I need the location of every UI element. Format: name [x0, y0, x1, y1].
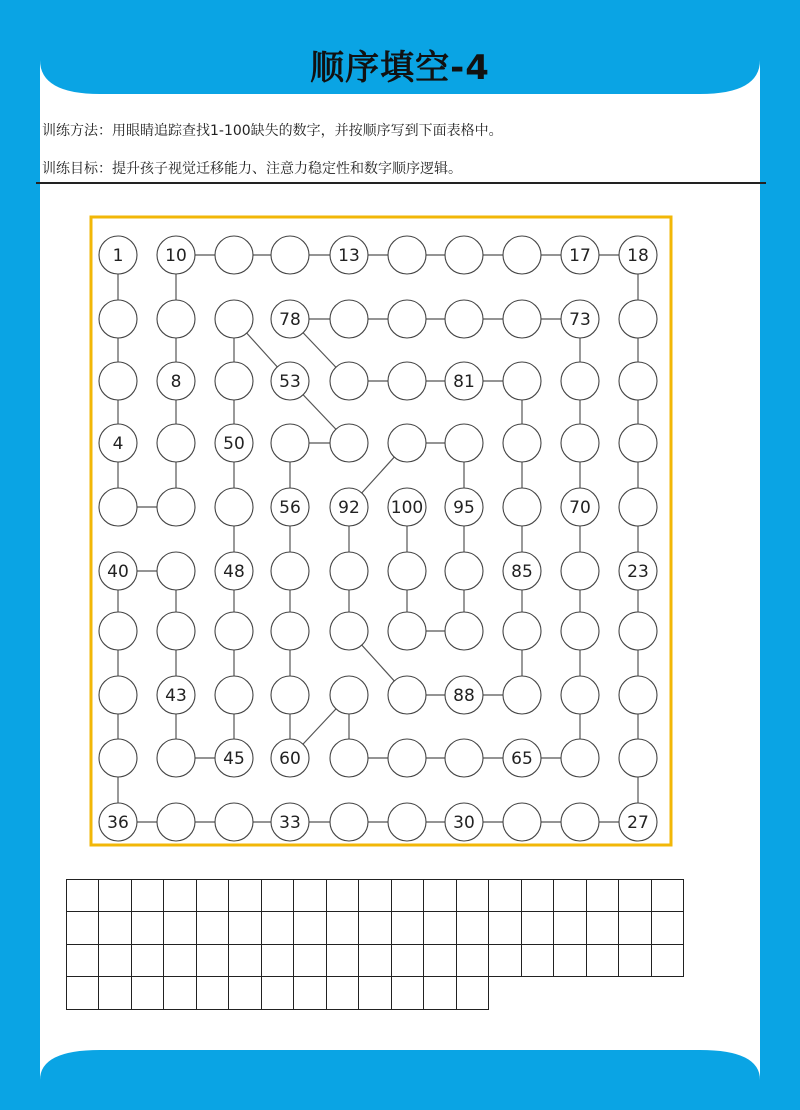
maze-node-number: 40	[107, 562, 129, 582]
maze-node	[271, 676, 309, 714]
maze-node-circle	[215, 676, 253, 714]
maze-node	[157, 676, 195, 714]
maze-node	[445, 739, 483, 777]
answer-cell[interactable]	[423, 911, 457, 945]
answer-cell[interactable]	[228, 976, 262, 1010]
answer-grid-row	[66, 977, 684, 1010]
maze-node-circle	[445, 424, 483, 462]
maze-node-circle	[619, 676, 657, 714]
answer-cell[interactable]	[391, 879, 425, 913]
maze-node-circle	[561, 552, 599, 590]
maze-node	[561, 612, 599, 650]
maze-node-circle	[619, 362, 657, 400]
maze-node	[99, 612, 137, 650]
maze-node	[619, 676, 657, 714]
maze-node-number: 1	[112, 246, 124, 266]
maze-node	[215, 236, 253, 274]
answer-cell[interactable]	[196, 976, 230, 1010]
maze-node-circle	[330, 362, 368, 400]
maze-node-circle	[503, 300, 541, 338]
maze-node	[99, 424, 137, 462]
maze-node	[619, 803, 657, 841]
maze-node	[388, 362, 426, 400]
maze-node	[271, 803, 309, 841]
answer-cell[interactable]	[521, 944, 555, 978]
maze-node-number: 33	[279, 813, 301, 833]
maze-node	[215, 612, 253, 650]
maze-node-number: 10	[165, 246, 187, 266]
maze-node-circle	[561, 739, 599, 777]
maze-node-circle	[619, 300, 657, 338]
maze-node-circle	[157, 803, 195, 841]
maze-node-circle	[330, 552, 368, 590]
maze-node	[619, 612, 657, 650]
maze-node-circle	[388, 612, 426, 650]
maze-node-circle	[157, 552, 195, 590]
maze-node	[561, 362, 599, 400]
maze-node	[271, 236, 309, 274]
maze-node	[330, 236, 368, 274]
maze-node-circle	[330, 803, 368, 841]
maze-node	[503, 803, 541, 841]
maze-node	[330, 362, 368, 400]
maze-node-circle	[445, 612, 483, 650]
maze-node	[330, 488, 368, 526]
answer-cell[interactable]	[553, 944, 587, 978]
maze-node	[619, 362, 657, 400]
answer-cell[interactable]	[293, 879, 327, 913]
maze-node-circle	[271, 552, 309, 590]
maze-node-circle	[388, 300, 426, 338]
maze-node	[388, 803, 426, 841]
maze-node	[215, 676, 253, 714]
answer-cell[interactable]	[391, 944, 425, 978]
maze-node-number: 13	[338, 246, 360, 266]
answer-cell[interactable]	[163, 944, 197, 978]
maze-node	[445, 676, 483, 714]
maze-node	[503, 488, 541, 526]
maze-node-circle	[157, 739, 195, 777]
maze-node	[619, 552, 657, 590]
maze-node	[157, 236, 195, 274]
maze-node	[445, 552, 483, 590]
maze-node-number: 18	[627, 246, 649, 266]
maze-node	[445, 612, 483, 650]
maze-node	[503, 676, 541, 714]
answer-cell[interactable]	[423, 879, 457, 913]
answer-grid-row	[66, 944, 684, 977]
answer-cell[interactable]	[618, 879, 652, 913]
maze-node-number: 45	[223, 749, 245, 769]
maze-node-circle	[503, 424, 541, 462]
maze-node	[157, 488, 195, 526]
maze-node	[330, 739, 368, 777]
maze-node	[619, 300, 657, 338]
maze-node	[503, 300, 541, 338]
maze-node	[330, 552, 368, 590]
maze-node	[388, 300, 426, 338]
answer-cell[interactable]	[66, 911, 100, 945]
maze-node	[388, 424, 426, 462]
answer-cell[interactable]	[228, 911, 262, 945]
maze-node	[503, 612, 541, 650]
maze-node	[561, 739, 599, 777]
maze-node	[330, 300, 368, 338]
maze-node	[561, 424, 599, 462]
answer-cell[interactable]	[98, 911, 132, 945]
answer-cell[interactable]	[358, 879, 392, 913]
maze-node	[330, 803, 368, 841]
answer-cell[interactable]	[163, 911, 197, 945]
maze-node	[215, 803, 253, 841]
answer-cell[interactable]	[98, 879, 132, 913]
maze-node	[388, 488, 426, 526]
maze-node	[330, 676, 368, 714]
maze-node	[445, 236, 483, 274]
answer-cell[interactable]	[326, 944, 360, 978]
maze-node-number: 4	[112, 434, 124, 454]
maze-node-circle	[157, 612, 195, 650]
maze-node	[157, 424, 195, 462]
maze-node-circle	[99, 300, 137, 338]
answer-grid	[66, 879, 684, 1009]
maze-node-circle	[330, 612, 368, 650]
maze-circles	[99, 236, 657, 841]
answer-cell[interactable]	[618, 911, 652, 945]
maze-node-circle	[388, 803, 426, 841]
maze-node-circle	[561, 424, 599, 462]
maze-node-circle	[99, 612, 137, 650]
answer-cell[interactable]	[391, 976, 425, 1010]
maze-node-circle	[271, 676, 309, 714]
maze-node	[619, 424, 657, 462]
maze-node-circle	[445, 300, 483, 338]
maze-node-circle	[445, 739, 483, 777]
maze-node-number: 48	[223, 562, 245, 582]
maze-node	[445, 362, 483, 400]
maze-node-number: 27	[627, 813, 649, 833]
maze-node	[215, 488, 253, 526]
maze-node-circle	[561, 676, 599, 714]
maze-node	[388, 552, 426, 590]
answer-cell[interactable]	[586, 944, 620, 978]
maze-node-circle	[503, 676, 541, 714]
maze-node-circle	[561, 803, 599, 841]
maze-node-number: 88	[453, 686, 475, 706]
maze-node	[619, 236, 657, 274]
training-method-text: 训练方法：用眼睛追踪查找1-100缺失的数字，并按顺序写到下面表格中。	[42, 123, 503, 139]
answer-cell[interactable]	[423, 944, 457, 978]
maze-node	[330, 612, 368, 650]
maze-node	[99, 676, 137, 714]
maze-node-circle	[561, 362, 599, 400]
maze-node-circle	[619, 424, 657, 462]
maze-node-number: 95	[453, 498, 475, 518]
maze-node-circle	[503, 236, 541, 274]
answer-cell[interactable]	[358, 976, 392, 1010]
answer-cell[interactable]	[228, 944, 262, 978]
maze-node-number: 60	[279, 749, 301, 769]
answer-cell[interactable]	[651, 879, 685, 913]
maze-node	[330, 424, 368, 462]
maze-node-circle	[215, 236, 253, 274]
maze-node	[503, 424, 541, 462]
maze-node-number: 43	[165, 686, 187, 706]
answer-grid-row	[66, 879, 684, 912]
answer-cell[interactable]	[131, 944, 165, 978]
maze-node	[271, 424, 309, 462]
answer-cell[interactable]	[553, 879, 587, 913]
answer-cell[interactable]	[261, 944, 295, 978]
maze-node	[503, 552, 541, 590]
maze-node-circle	[388, 676, 426, 714]
maze-node-circle	[503, 803, 541, 841]
answer-cell[interactable]	[651, 944, 685, 978]
maze-node	[445, 424, 483, 462]
maze-node-circle	[388, 362, 426, 400]
maze-node-number: 53	[279, 372, 301, 392]
maze-node-number: 8	[170, 372, 182, 392]
answer-cell[interactable]	[196, 879, 230, 913]
page-title: 顺序填空-4	[310, 48, 490, 88]
maze-node-circle	[271, 612, 309, 650]
maze-node	[157, 739, 195, 777]
maze-node-circle	[619, 488, 657, 526]
maze-node	[445, 300, 483, 338]
maze-node	[388, 236, 426, 274]
maze-node-circle	[330, 300, 368, 338]
maze-node	[99, 803, 137, 841]
maze-node	[215, 300, 253, 338]
maze-node-number: 85	[511, 562, 533, 582]
maze-node	[503, 236, 541, 274]
maze-node-circle	[388, 739, 426, 777]
maze-node	[271, 362, 309, 400]
maze-node-circle	[215, 300, 253, 338]
maze-node-circle	[445, 552, 483, 590]
answer-cell[interactable]	[228, 879, 262, 913]
maze-node	[445, 803, 483, 841]
answer-cell[interactable]	[261, 879, 295, 913]
maze-node	[271, 552, 309, 590]
answer-cell[interactable]	[488, 911, 522, 945]
maze-node	[99, 362, 137, 400]
answer-cell[interactable]	[326, 976, 360, 1010]
answer-cell[interactable]	[293, 944, 327, 978]
maze-node-circle	[157, 424, 195, 462]
maze-node-number: 36	[107, 813, 129, 833]
maze-node	[157, 300, 195, 338]
maze-node-circle	[445, 236, 483, 274]
maze-node-circle	[215, 488, 253, 526]
answer-cell[interactable]	[423, 976, 457, 1010]
maze-node	[561, 488, 599, 526]
answer-cell[interactable]	[131, 976, 165, 1010]
maze-node	[271, 612, 309, 650]
maze-node-circle	[99, 739, 137, 777]
maze-node-number: 50	[223, 434, 245, 454]
maze-node-circle	[388, 424, 426, 462]
maze-node-circle	[503, 612, 541, 650]
answer-cell[interactable]	[326, 879, 360, 913]
answer-cell[interactable]	[586, 911, 620, 945]
training-goal-text: 训练目标：提升孩子视觉迁移能力、注意力稳定性和数字顺序逻辑。	[42, 161, 462, 177]
answer-cell[interactable]	[521, 879, 555, 913]
maze-node-circle	[503, 488, 541, 526]
answer-cell[interactable]	[196, 911, 230, 945]
maze-node-number: 78	[279, 310, 301, 330]
maze-node	[271, 300, 309, 338]
answer-cell[interactable]	[131, 879, 165, 913]
maze-node-circle	[619, 612, 657, 650]
answer-cell[interactable]	[326, 911, 360, 945]
answer-cell[interactable]	[488, 879, 522, 913]
maze-node	[561, 236, 599, 274]
maze-node-number: 100	[390, 498, 424, 518]
maze-node	[157, 612, 195, 650]
maze-node	[561, 552, 599, 590]
maze-node-circle	[619, 739, 657, 777]
answer-cell[interactable]	[456, 976, 490, 1010]
maze-node-circle	[215, 803, 253, 841]
maze-node-number: 73	[569, 310, 591, 330]
answer-cell[interactable]	[98, 944, 132, 978]
maze-node-circle	[330, 739, 368, 777]
maze-node	[561, 803, 599, 841]
maze-node	[157, 552, 195, 590]
maze-node	[503, 362, 541, 400]
answer-cell[interactable]	[553, 911, 587, 945]
maze-node-number: 23	[627, 562, 649, 582]
maze-node-circle	[388, 236, 426, 274]
maze-node-number: 30	[453, 813, 475, 833]
maze-node-circle	[561, 612, 599, 650]
maze-node-number: 81	[453, 372, 475, 392]
maze-node	[215, 362, 253, 400]
answer-cell[interactable]	[293, 976, 327, 1010]
maze-node-circle	[271, 236, 309, 274]
maze-node-circle	[330, 676, 368, 714]
maze-node	[619, 488, 657, 526]
maze-node	[99, 488, 137, 526]
answer-cell[interactable]	[98, 976, 132, 1010]
answer-cell[interactable]	[66, 944, 100, 978]
answer-cell[interactable]	[358, 944, 392, 978]
answer-cell[interactable]	[456, 911, 490, 945]
answer-cell[interactable]	[196, 944, 230, 978]
answer-grid-row	[66, 912, 684, 945]
answer-cell[interactable]	[358, 911, 392, 945]
answer-cell[interactable]	[586, 879, 620, 913]
maze-node-circle	[215, 362, 253, 400]
maze-node	[388, 739, 426, 777]
answer-cell[interactable]	[651, 911, 685, 945]
answer-cell[interactable]	[131, 911, 165, 945]
maze-node	[561, 676, 599, 714]
maze-node	[99, 739, 137, 777]
maze-node-circle	[99, 362, 137, 400]
maze-node	[99, 552, 137, 590]
maze-node-circle	[157, 300, 195, 338]
maze-node	[445, 488, 483, 526]
maze-node	[388, 612, 426, 650]
maze-node-number: 92	[338, 498, 360, 518]
answer-cell[interactable]	[293, 911, 327, 945]
answer-cell[interactable]	[66, 879, 100, 913]
maze-node	[157, 362, 195, 400]
maze-node	[503, 739, 541, 777]
maze-node	[215, 739, 253, 777]
answer-cell[interactable]	[391, 911, 425, 945]
maze-node-circle	[330, 424, 368, 462]
maze-connectors	[118, 255, 638, 822]
maze-node	[99, 236, 137, 274]
maze-node-circle	[99, 676, 137, 714]
answer-cell[interactable]	[456, 879, 490, 913]
maze-node	[619, 739, 657, 777]
answer-cell[interactable]	[163, 976, 197, 1010]
maze-node	[388, 676, 426, 714]
maze-node-circle	[215, 612, 253, 650]
answer-cell[interactable]	[261, 976, 295, 1010]
answer-cell[interactable]	[521, 911, 555, 945]
maze-node-number: 56	[279, 498, 301, 518]
maze-node-number: 17	[569, 246, 591, 266]
answer-cell[interactable]	[163, 879, 197, 913]
maze-node-circle	[503, 362, 541, 400]
maze-node-circle	[99, 488, 137, 526]
maze-node-circle	[271, 424, 309, 462]
maze-node	[271, 739, 309, 777]
maze-node	[561, 300, 599, 338]
maze-node	[99, 300, 137, 338]
answer-cell[interactable]	[618, 944, 652, 978]
maze-node-number: 70	[569, 498, 591, 518]
maze-node-circle	[157, 488, 195, 526]
maze-node	[157, 803, 195, 841]
maze-node-circle	[388, 552, 426, 590]
maze-node-number: 65	[511, 749, 533, 769]
answer-cell[interactable]	[261, 911, 295, 945]
maze-node	[215, 424, 253, 462]
maze-node	[271, 488, 309, 526]
answer-cell[interactable]	[66, 976, 100, 1010]
maze-node	[215, 552, 253, 590]
answer-cell[interactable]	[456, 944, 490, 978]
answer-cell[interactable]	[488, 944, 522, 978]
